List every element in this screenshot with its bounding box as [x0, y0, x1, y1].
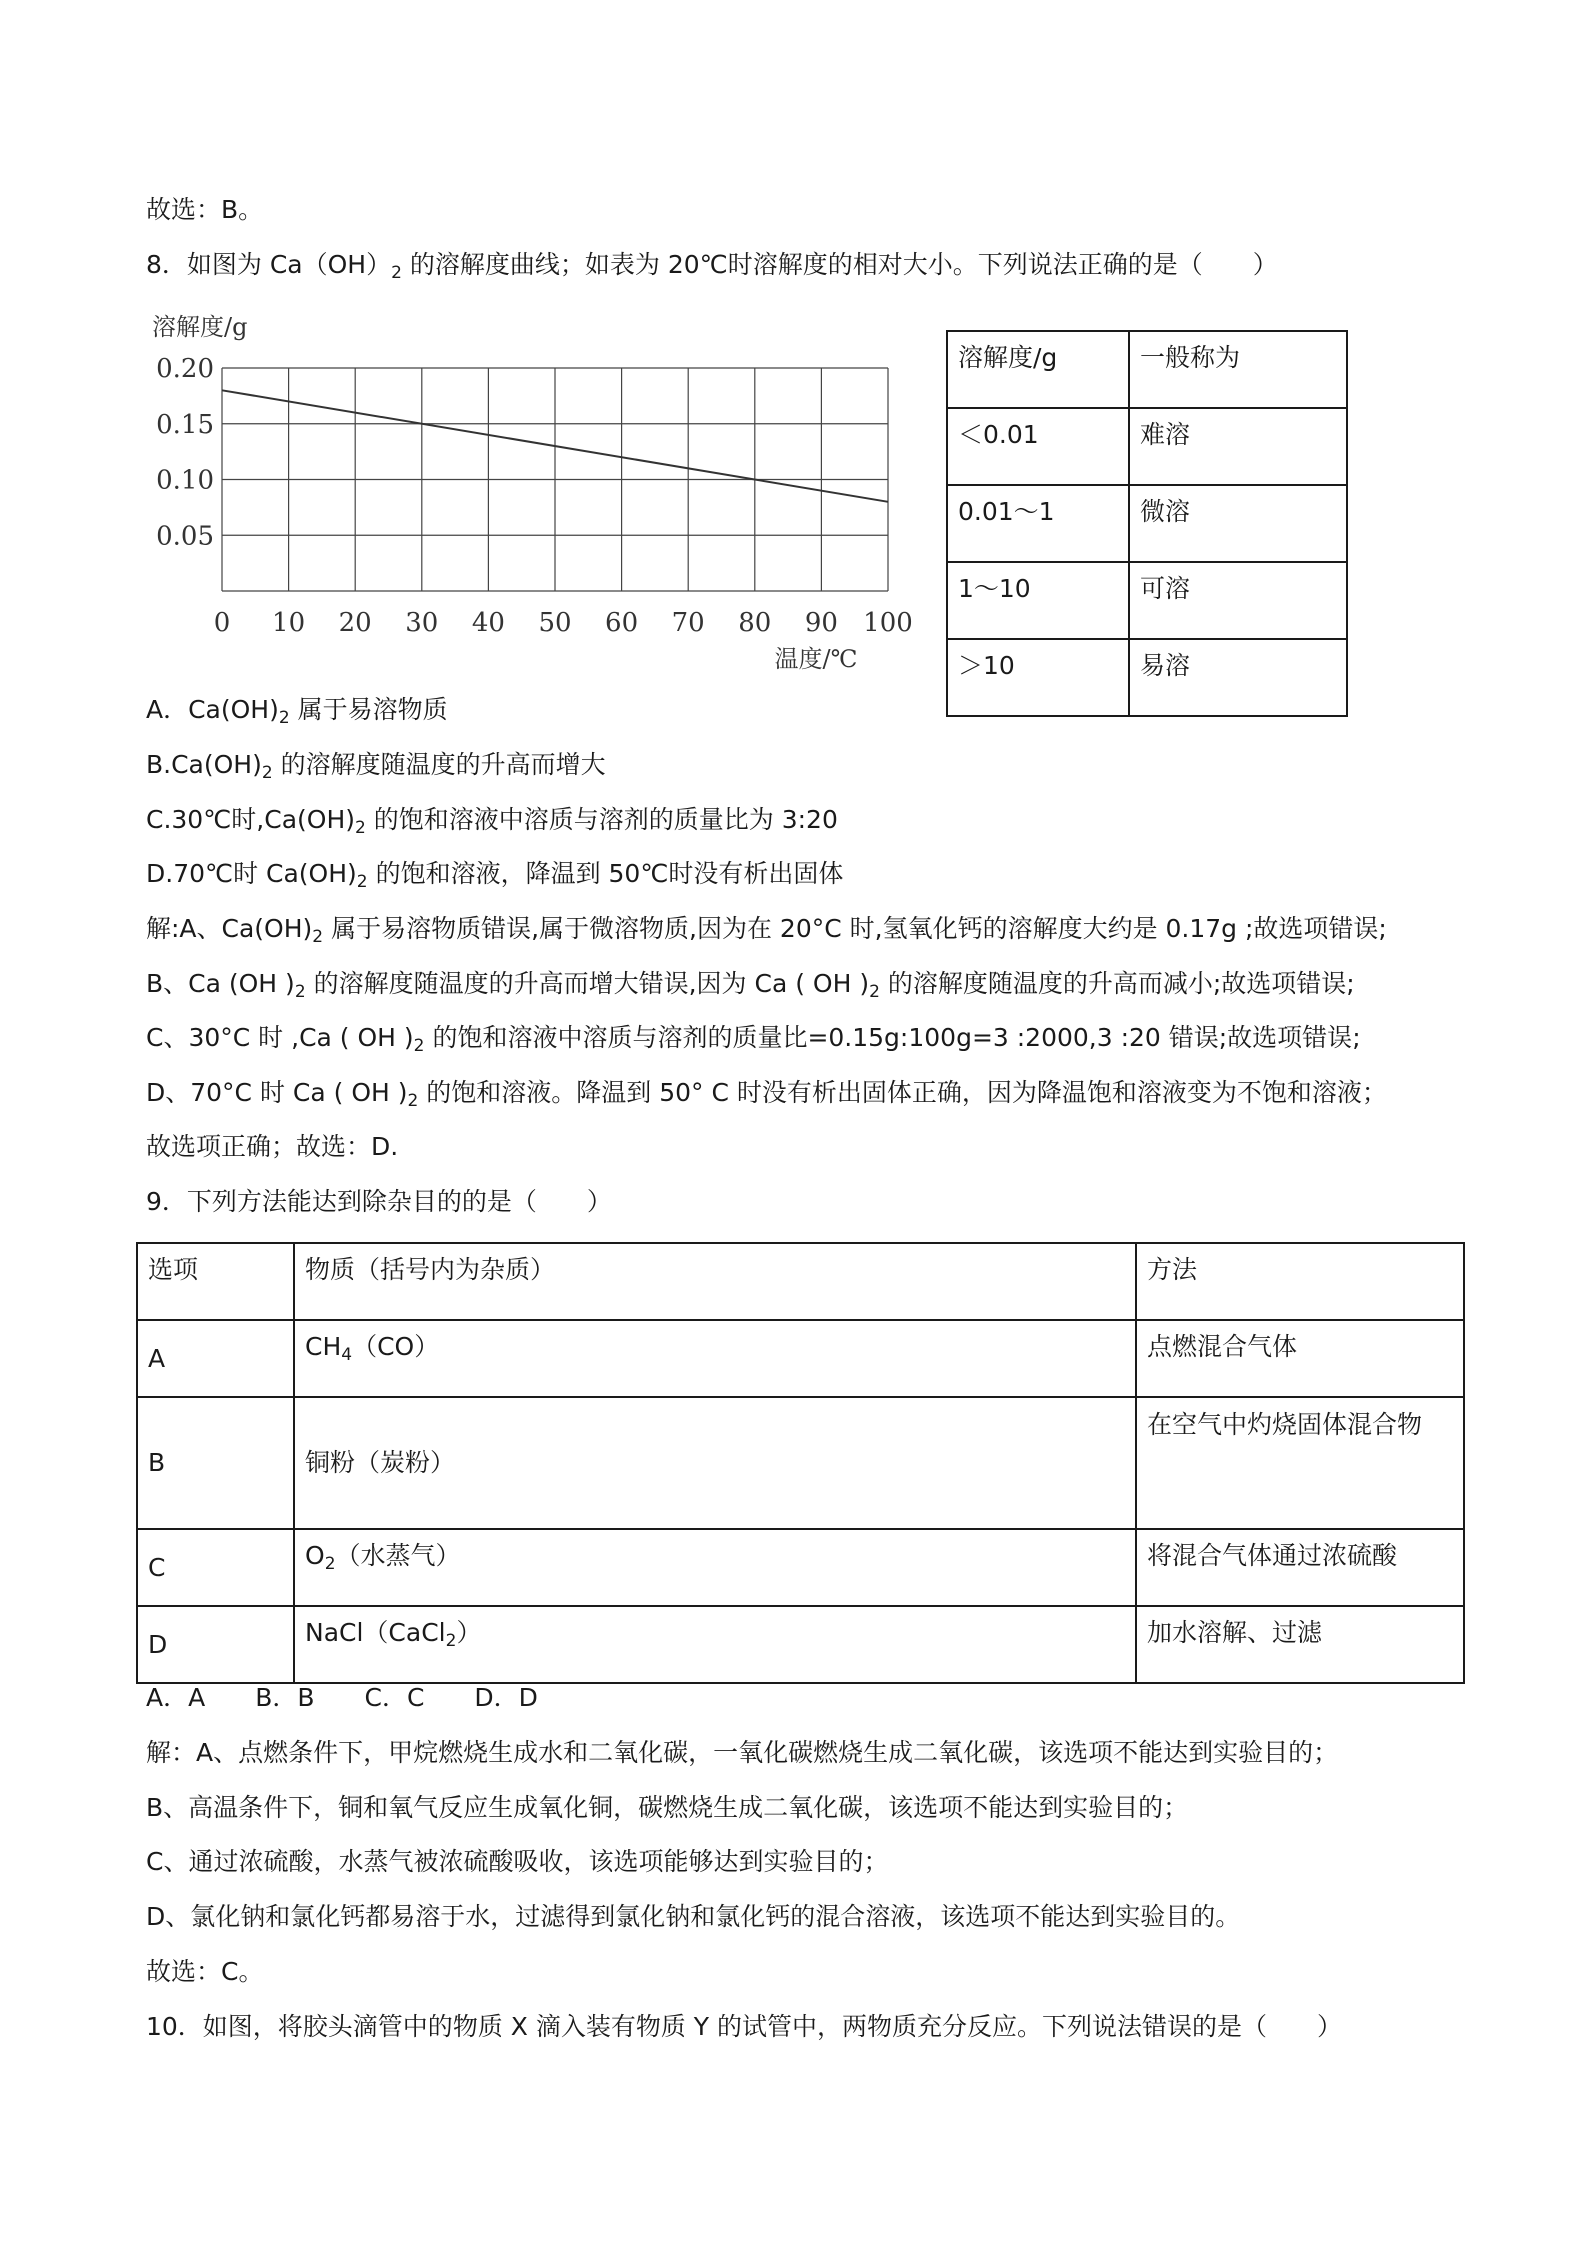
- x-tick-label: 60: [605, 608, 639, 638]
- table-row: [137, 1320, 1464, 1397]
- x-tick-label: 0: [213, 608, 231, 638]
- table-cell: 将混合气体通过浓硫酸: [1136, 1529, 1464, 1606]
- table-row: [947, 485, 1347, 562]
- table-cell: $CH_4(CO)$: [294, 1320, 1136, 1397]
- table-cell: 点燃混合气体: [1136, 1320, 1464, 1397]
- table-cell: 0.01～1: [947, 485, 1129, 562]
- q8-answer: 故选项正确；故选：D.: [146, 1132, 399, 1161]
- table-header-solubility: 溶解度/g: [947, 331, 1129, 408]
- solubility-category-table: [946, 330, 1348, 717]
- q8-solution-b: B、Ca (OH )$_2$ 的溶解度随温度的升高而增大错误,因为 Ca ( OH )$_2$ 的溶解度随温度的升高而减小;故选项错误;: [146, 969, 1355, 1002]
- x-tick-label: 20: [338, 608, 372, 638]
- table-cell: 铜粉（炭粉）: [294, 1397, 1136, 1529]
- table-cell: ＞10: [947, 639, 1129, 716]
- table-row: [947, 639, 1347, 716]
- q7-answer: 故选：B。: [146, 195, 264, 224]
- q8-solution-c: C、30°C 时 ,Ca ( OH )$_2$ 的饱和溶液中溶质与溶剂的质量比=0.15g:100g=3 :2000,3 :20 错误;故选项错误;: [146, 1023, 1361, 1056]
- table-header-category: 一般称为: [1129, 331, 1347, 408]
- q10-stem: 10．如图，将胶头滴管中的物质 X 滴入装有物质 Y 的试管中，两物质充分反应。下列说法错误的是（ ）: [146, 2012, 1343, 2041]
- q9-solution-d: D、氯化钠和氯化钙都易溶于水，过滤得到氯化钠和氯化钙的混合溶液，该选项不能达到实验目的。: [146, 1902, 1241, 1931]
- table-cell: 易溶: [1129, 639, 1347, 716]
- table-cell: 微溶: [1129, 485, 1347, 562]
- impurity-removal-table: [136, 1242, 1465, 1684]
- q9-solution-c: C、通过浓硫酸，水蒸气被浓硫酸吸收，该选项能够达到实验目的；: [146, 1847, 889, 1876]
- q9-choices: A．A B．B C．C D．D: [146, 1683, 538, 1712]
- x-tick-label: 30: [405, 608, 439, 638]
- y-tick-label: 0.05: [156, 521, 214, 552]
- q8-option-d: D.70℃时 $Ca(OH)_2$ 的饱和溶液，降温到 50℃时没有析出固体: [146, 859, 844, 892]
- table-cell: 在空气中灼烧固体混合物: [1136, 1397, 1464, 1529]
- q9-answer: 故选：C。: [146, 1957, 264, 1986]
- table-row: [947, 408, 1347, 485]
- table-cell: 1～10: [947, 562, 1129, 639]
- chart-ylabel: 溶解度/g: [152, 313, 248, 341]
- table-header-option: 选项: [137, 1243, 294, 1320]
- table-cell: 可溶: [1129, 562, 1347, 639]
- table-cell: D: [137, 1606, 294, 1683]
- x-tick-label: 40: [471, 608, 505, 638]
- table-cell: A: [137, 1320, 294, 1397]
- q8-option-a: A．$Ca(OH)_2$ 属于易溶物质: [146, 695, 448, 728]
- q8-option-c: C.30℃时$,Ca(OH)_2$ 的饱和溶液中溶质与溶剂的质量比为 3:20: [146, 805, 838, 838]
- solubility-chart: [140, 305, 920, 685]
- y-tick-label: 0.20: [156, 354, 214, 384]
- table-header-substance: 物质（括号内为杂质）: [294, 1243, 1136, 1320]
- table-cell: 加水溶解、过滤: [1136, 1606, 1464, 1683]
- y-tick-label: 0.10: [156, 465, 214, 496]
- x-tick-label: 80: [738, 608, 772, 638]
- table-row: [137, 1397, 1464, 1529]
- chart-xlabel: 温度/℃: [774, 645, 858, 673]
- table-cell: $O_2$（水蒸气）: [294, 1529, 1136, 1606]
- table-cell: NaCl（CaCl$_2$）: [294, 1606, 1136, 1683]
- x-tick-label: 70: [671, 608, 705, 638]
- table-row: [137, 1606, 1464, 1683]
- table-cell: B: [137, 1397, 294, 1529]
- table-header-method: 方法: [1136, 1243, 1464, 1320]
- q9-solution-b: B、高温条件下，铜和氧气反应生成氧化铜，碳燃烧生成二氧化碳，该选项不能达到实验目的；: [146, 1793, 1189, 1822]
- table-cell: 难溶: [1129, 408, 1347, 485]
- q8-stem: 8．如图为 $Ca(OH)_2$ 的溶解度曲线；如表为 20℃时溶解度的相对大小。下列说法正确的是（ ）: [146, 250, 1278, 283]
- x-tick-label: 50: [538, 608, 572, 638]
- q8-solution-d: D、70°C 时 Ca ( OH )$_2$ 的饱和溶液。降温到 50° C 时没有析出固体正确，因为降温饱和溶液变为不饱和溶液；: [146, 1078, 1387, 1111]
- q8-solution-a: 解:A、$Ca(OH)_2$ 属于易溶物质错误,属于微溶物质,因为在 20°C 时,氢氧化钙的溶解度大约是 0.17g ;故选项错误;: [146, 914, 1387, 947]
- x-tick-label: 90: [804, 608, 838, 638]
- q9-stem: 9．下列方法能达到除杂目的的是（ ）: [146, 1187, 612, 1216]
- table-row: [137, 1529, 1464, 1606]
- x-tick-label: 100: [863, 608, 913, 638]
- y-tick-label: 0.15: [156, 409, 214, 440]
- table-cell: ＜0.01: [947, 408, 1129, 485]
- x-tick-label: 10: [272, 608, 306, 638]
- q9-solution-a: 解：A、点燃条件下，甲烷燃烧生成水和二氧化碳，一氧化碳燃烧生成二氧化碳，该选项不能达到实验目的；: [146, 1738, 1339, 1767]
- table-cell: C: [137, 1529, 294, 1606]
- q8-option-b: $B.Ca(OH)_2$ 的溶解度随温度的升高而增大: [146, 750, 606, 783]
- table-row: [947, 562, 1347, 639]
